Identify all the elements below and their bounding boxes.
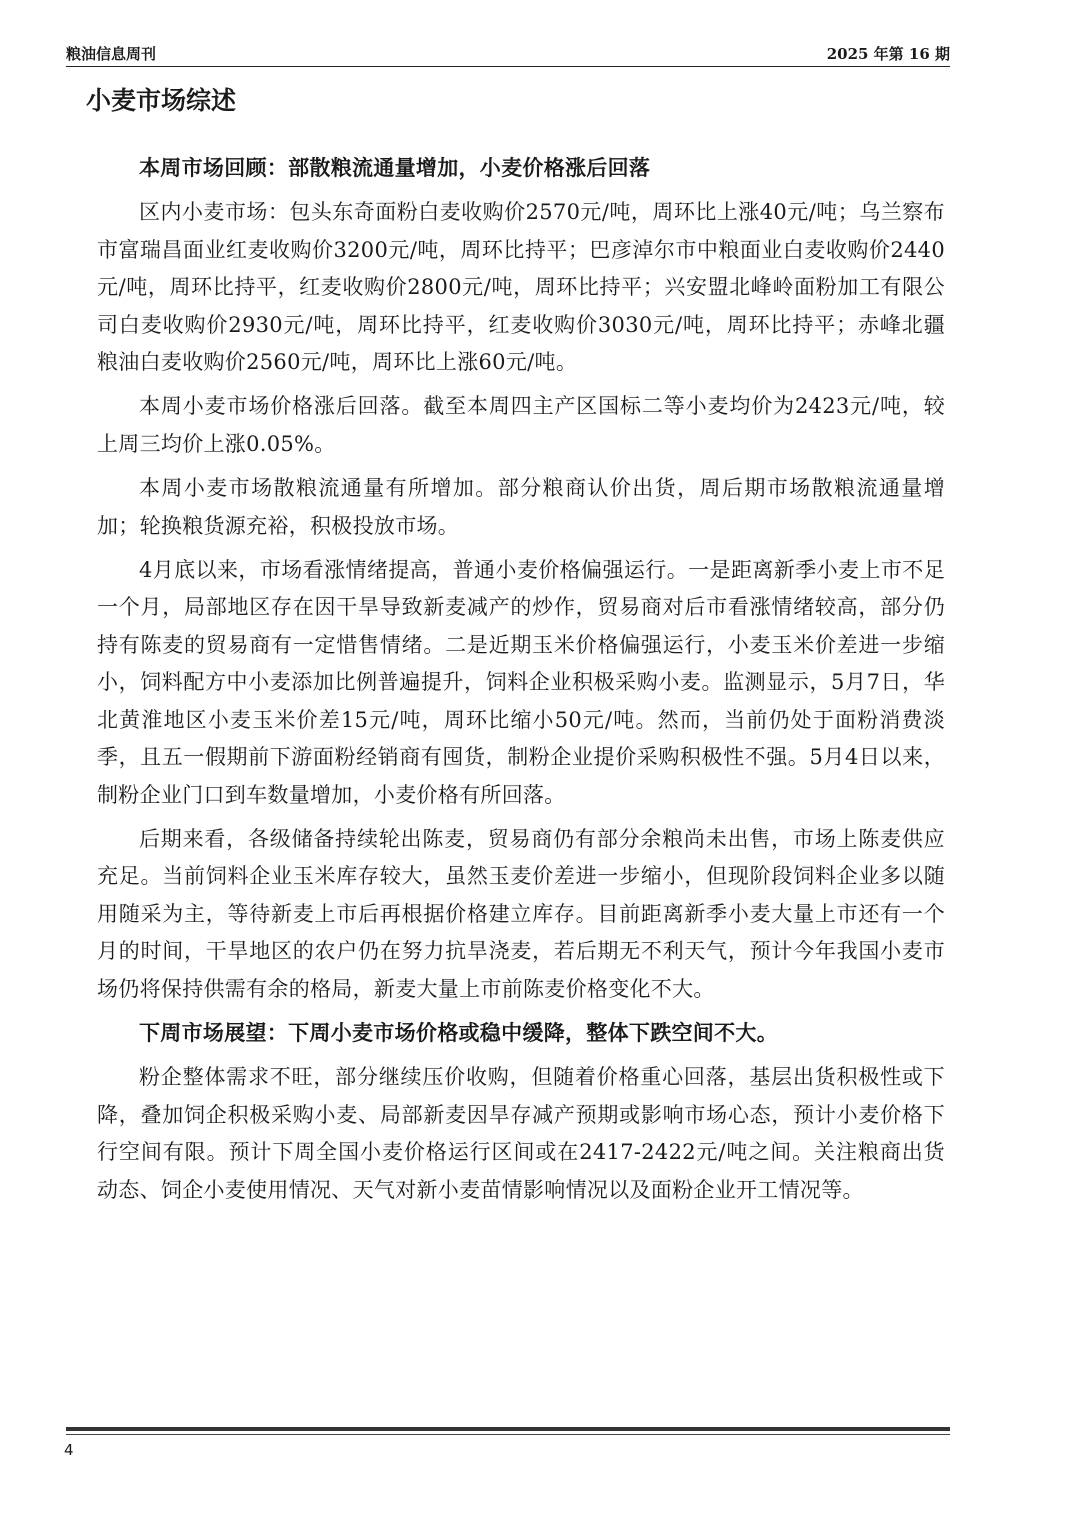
publication-name: 粮油信息周刊 (66, 45, 157, 63)
footer-divider-thick (66, 1427, 950, 1431)
review-subheading: 本周市场回顾：部散粮流通量增加，小麦价格涨后回落 (139, 156, 651, 180)
issue-number: 2025 年第 16 期 (826, 45, 950, 63)
price-paragraph: 本周小麦市场价格涨后回落。截至本周四主产区国标二等小麦均价为2423元/吨，较上周三均价上涨0.05%。 (97, 394, 945, 456)
outlook-subheading: 下周市场展望：下周小麦市场价格或稳中缓降，整体下跌空间不大。 (139, 1020, 778, 1045)
regional-market-paragraph: 区内小麦市场：包头东奇面粉白麦收购价2570元/吨，周环比上涨40元/吨；乌兰察布市富瑞昌面业红麦收购价3200元/吨，周环比持平；巴彦淖尔市中粮面业白麦收购价2440元/吨，周环比持平，红麦收购价2800元/吨，周环比持平；兴安盟北峰岭面粉加工有限公司白麦收购价2930元/吨，周环比持平，红麦收购价3030元/吨，周环比持平；赤峰北疆粮油白麦收购价2560元/吨，周环比上涨60元/吨。 (97, 200, 945, 375)
outlook-analysis-paragraph: 后期来看，各级储备持续轮出陈麦，贸易商仍有部分余粮尚未出售，市场上陈麦供应充足。当前饲料企业玉米库存较大，虽然玉麦价差进一步缩小，但现阶段饲料企业多以随用随采为主，等待新麦上市后再根据价格建立库存。目前距离新季小麦大量上市还有一个月的时间，干旱地区的农户仍在努力抗旱浇麦，若后期无不利天气，预计今年我国小麦市场仍将保持供需有余的格局，新麦大量上市前陈麦价格变化不大。 (97, 826, 945, 1001)
article-body (97, 150, 945, 1216)
section-title: 小麦市场综述 (86, 86, 237, 115)
header-divider (66, 66, 950, 67)
forecast-paragraph: 粉企整体需求不旺，部分继续压价收购，但随着价格重心回落，基层出货积极性或下降，叠加饲企积极采购小麦、局部新麦因旱存减产预期或影响市场心态，预计小麦价格下行空间有限。预计下周全国小麦价格运行区间或在2417-2422元/吨之间。关注粮商出货动态、饲企小麦使用情况、天气对新小麦苗情影响情况以及面粉企业开工情况等。 (97, 1065, 945, 1202)
circulation-paragraph: 本周小麦市场散粮流通量有所增加。部分粮商认价出货，周后期市场散粮流通量增加；轮换粮货源充裕，积极投放市场。 (97, 476, 945, 538)
analysis-paragraph: 4月底以来，市场看涨情绪提高，普通小麦价格偏强运行。一是距离新季小麦上市不足一个月，局部地区存在因干旱导致新麦减产的炒作，贸易商对后市看涨情绪较高，部分仍持有陈麦的贸易商有一定惜售情绪。二是近期玉米价格偏强运行，小麦玉米价差进一步缩小，饲料配方中小麦添加比例普遍提升，饲料企业积极采购小麦。监测显示，5月7日，华北黄淮地区小麦玉米价差15元/吨，周环比缩小50元/吨。然而，当前仍处于面粉消费淡季，且五一假期前下游面粉经销商有囤货，制粉企业提价采购积极性不强。5月4日以来，制粉企业门口到车数量增加，小麦价格有所回落。 (97, 558, 945, 807)
page-number: 4 (64, 1441, 74, 1459)
footer-divider-thin (66, 1434, 950, 1435)
page-header (66, 44, 950, 66)
